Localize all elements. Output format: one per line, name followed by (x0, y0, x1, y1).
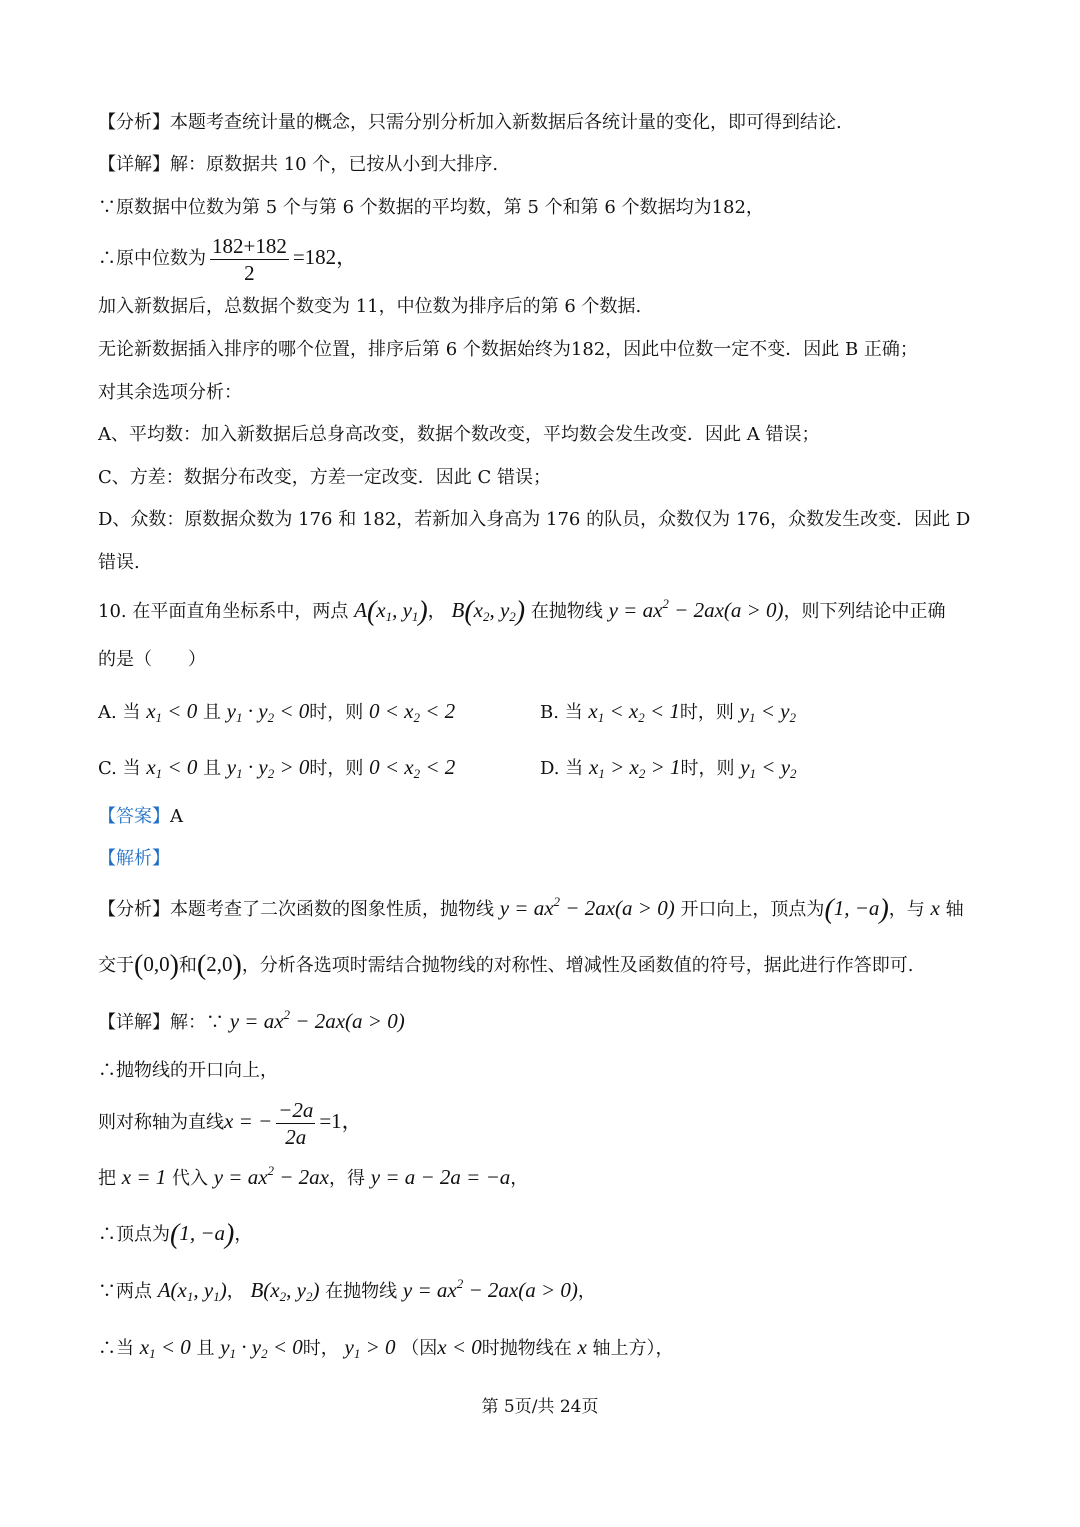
solution-line-3 (98, 1008, 405, 1036)
option-b-label: B. (540, 702, 559, 723)
option-b (540, 698, 796, 726)
solution-line-6 (98, 1164, 528, 1192)
detail-line-7: A、平均数：加入新数据后总身高改变，数据个数改变，平均数会发生改变．因此 A 错误； (98, 424, 820, 445)
solution-8c: 在抛物线 (325, 1281, 398, 1302)
solution-7a: ∴顶点为 (98, 1224, 170, 1245)
x-equals-1: x = 1 (121, 1165, 167, 1189)
option-d-cond: $x_1 > x_2 > 1$ (588, 755, 681, 781)
solution-9b: 且 (196, 1338, 215, 1359)
solution-3a: 【详解】解：∵ (98, 1012, 224, 1033)
detail-line-4: 加入新数据后，总数据个数变为 11，中位数为排序后的第 6 个数据. (98, 296, 642, 317)
option-c-label: C. (98, 758, 117, 779)
option-a (98, 698, 455, 726)
solution-1b: 开口向上，顶点为 (680, 899, 825, 920)
option-c-text2: 且 (203, 758, 222, 779)
solution-1d: 轴 (945, 899, 964, 920)
answer-value: A (170, 806, 183, 827)
option-b-text2: 时，则 (679, 702, 734, 723)
option-b-text1: 当 (564, 702, 583, 723)
solution-8b: ， (226, 1281, 245, 1302)
x-axis-var: x (930, 896, 940, 920)
point-a: $A(x_1$, $y_1$) (354, 596, 428, 627)
solution-8a: ∵两点 (98, 1281, 152, 1302)
answer-label: 【答案】 (98, 806, 170, 827)
option-d (540, 754, 797, 782)
root-2: (2,0) (196, 950, 242, 981)
solution-line-9 (98, 1334, 674, 1362)
axis-denominator: 2a (285, 1124, 307, 1149)
median-denominator: 2 (244, 260, 255, 285)
option-a-label: A. (98, 702, 117, 723)
solution-6-result: y = a − 2a = −a (370, 1165, 511, 1189)
option-c-text3: 时，则 (309, 758, 364, 779)
solution-2a: 交于 (98, 955, 134, 976)
solution-6a: 把 (98, 1168, 116, 1189)
solution-6d: ， (510, 1168, 529, 1189)
detail-line-6: 对其余选项分析： (98, 382, 242, 403)
question-10-line-2: 的是（ ） (98, 649, 206, 670)
median-prefix: ∴原中位数为 (98, 248, 206, 269)
solution-6-formula: $y = ax^2 - 2ax$ (213, 1163, 330, 1189)
option-a-result: $0 < x_2 < 2$ (368, 699, 456, 725)
solution-9f: 轴上方）， (592, 1338, 674, 1359)
solution-5a: 则对称轴为直线 (98, 1112, 224, 1133)
solution-9-y1: $y_1 > 0$ (344, 1335, 396, 1361)
question-text-a: 在平面直角坐标系中，两点 (132, 601, 349, 622)
solution-1a: 【分析】本题考查了二次函数的图象性质，抛物线 (98, 899, 494, 920)
solution-line-1 (98, 895, 964, 923)
question-10-line-1: 10. 在平面直角坐标系中，两点 $A(x_1$, $y_1$)， $B(x_2$, $y_2$) 在抛物线 $y = ax^2 - 2ax(a > 0)$，则下列结论中正确 (98, 596, 946, 627)
root-1: (0,0) (134, 950, 179, 981)
solution-2b: 和 (178, 955, 197, 976)
point-a-2: $A(x_1$, $y_1$) (157, 1278, 227, 1304)
option-c-text1: 当 (122, 758, 141, 779)
option-d-result: $y_1 < y_2$ (740, 755, 797, 781)
solution-9c: 时， (302, 1338, 339, 1359)
option-c-cond2: $y_1 \cdot y_2 > 0$ (226, 755, 310, 781)
detail-line-8: C、方差：数据分布改变，方差一定改变．因此 C 错误； (98, 467, 551, 488)
solution-6b: 代入 (171, 1168, 208, 1189)
solution-5b: =1， (319, 1109, 363, 1133)
option-b-result: $y_1 < y_2$ (739, 699, 796, 725)
analysis-line-1: 【分析】本题考查统计量的概念，只需分别分析加入新数据后各统计量的变化，即可得到结论. (98, 112, 842, 133)
detail-line-5: 无论新数据插入排序的哪个位置，排序后第 6 个数据始终为182，因此中位数一定不变．因此 B 正确； (98, 339, 918, 360)
option-b-cond: $x_1 < x_2 < 1$ (588, 699, 680, 725)
axis-numerator: −2a (278, 1097, 314, 1122)
solution-9-xaxis: x (577, 1335, 587, 1359)
solution-line-8 (98, 1277, 596, 1305)
detail-line-2: ∵原数据中位数为第 5 个与第 6 个数据的平均数，第 5 个和第 6 个数据均为182， (98, 197, 764, 218)
detail-line-9: D、众数：原数据众数为 176 和 182，若新加入身高为 176 的队员，众数仅为 176，众数发生改变．因此 D (98, 509, 971, 530)
solution-9-cond2: $y_1 \cdot y_2 < 0$ (220, 1335, 303, 1361)
solution-8-formula: $y = ax^2 - 2ax(a > 0)$ (402, 1276, 578, 1302)
solution-1-formula: $y = ax^2 - 2ax(a > 0)$ (499, 894, 675, 920)
option-d-text1: 当 (565, 758, 584, 779)
option-a-cond2: $y_1 \cdot y_2 < 0$ (226, 699, 310, 725)
solution-9e: 时抛物线在 (481, 1338, 572, 1359)
solution-line-5 (98, 1094, 363, 1150)
solution-9a: ∴当 (98, 1338, 134, 1359)
option-d-text2: 时，则 (680, 758, 735, 779)
question-number: 10. (98, 601, 127, 622)
median-fraction (210, 233, 289, 286)
point-b: $B(x_2$, $y_2$) (451, 596, 526, 627)
parabola-formula: $y = ax^2 - 2ax(a > 0)$ (608, 596, 784, 622)
analysis-label: 【解析】 (98, 848, 170, 869)
axis-x: x = − (224, 1109, 273, 1133)
solution-9d: （因 (401, 1338, 438, 1359)
detail-line-1: 【详解】解：原数据共 10 个，已按从小到大排序. (98, 154, 499, 175)
option-c-result: $0 < x_2 < 2$ (369, 755, 456, 781)
solution-2c: ，分析各选项时需结合抛物线的对称性、增减性及函数值的符号，据此进行作答即可. (241, 955, 914, 976)
option-a-text1: 当 (122, 702, 141, 723)
median-numerator: 182+182 (212, 233, 287, 258)
option-a-cond1: $x_1 < 0$ (146, 699, 198, 725)
point-b-2: $B(x_2$, $y_2$) (250, 1278, 320, 1304)
median-formula-line (98, 230, 357, 286)
option-c (98, 754, 455, 782)
vertex-2: (1, −a) (170, 1219, 235, 1250)
solution-line-7 (98, 1220, 252, 1248)
median-result: =182， (292, 245, 358, 269)
solution-line-2 (98, 951, 914, 979)
solution-8d: ， (577, 1281, 596, 1302)
option-a-text3: 时，则 (309, 702, 364, 723)
option-c-cond1: $x_1 < 0$ (146, 755, 198, 781)
option-d-label: D. (540, 758, 560, 779)
question-text-c: ，则下列结论中正确 (783, 601, 946, 622)
solution-7b: ， (234, 1224, 253, 1245)
solution-9-x: x < 0 (437, 1335, 482, 1359)
solution-1c: ，与 (888, 899, 925, 920)
page-footer: 第 5页/共 24页 (481, 1397, 599, 1417)
solution-line-4: ∴抛物线的开口向上， (98, 1060, 278, 1081)
vertex-1: (1, −a) (824, 894, 889, 925)
axis-fraction (276, 1097, 315, 1150)
solution-9-cond1: $x_1 < 0$ (139, 1335, 191, 1361)
solution-3-formula: $y = ax^2 - 2ax(a > 0)$ (229, 1007, 405, 1033)
detail-line-10: 错误. (98, 552, 140, 573)
question-text-b: 在抛物线 (530, 601, 603, 622)
option-a-text2: 且 (202, 702, 221, 723)
answer-line (98, 804, 183, 830)
solution-6c: ，得 (329, 1168, 366, 1189)
